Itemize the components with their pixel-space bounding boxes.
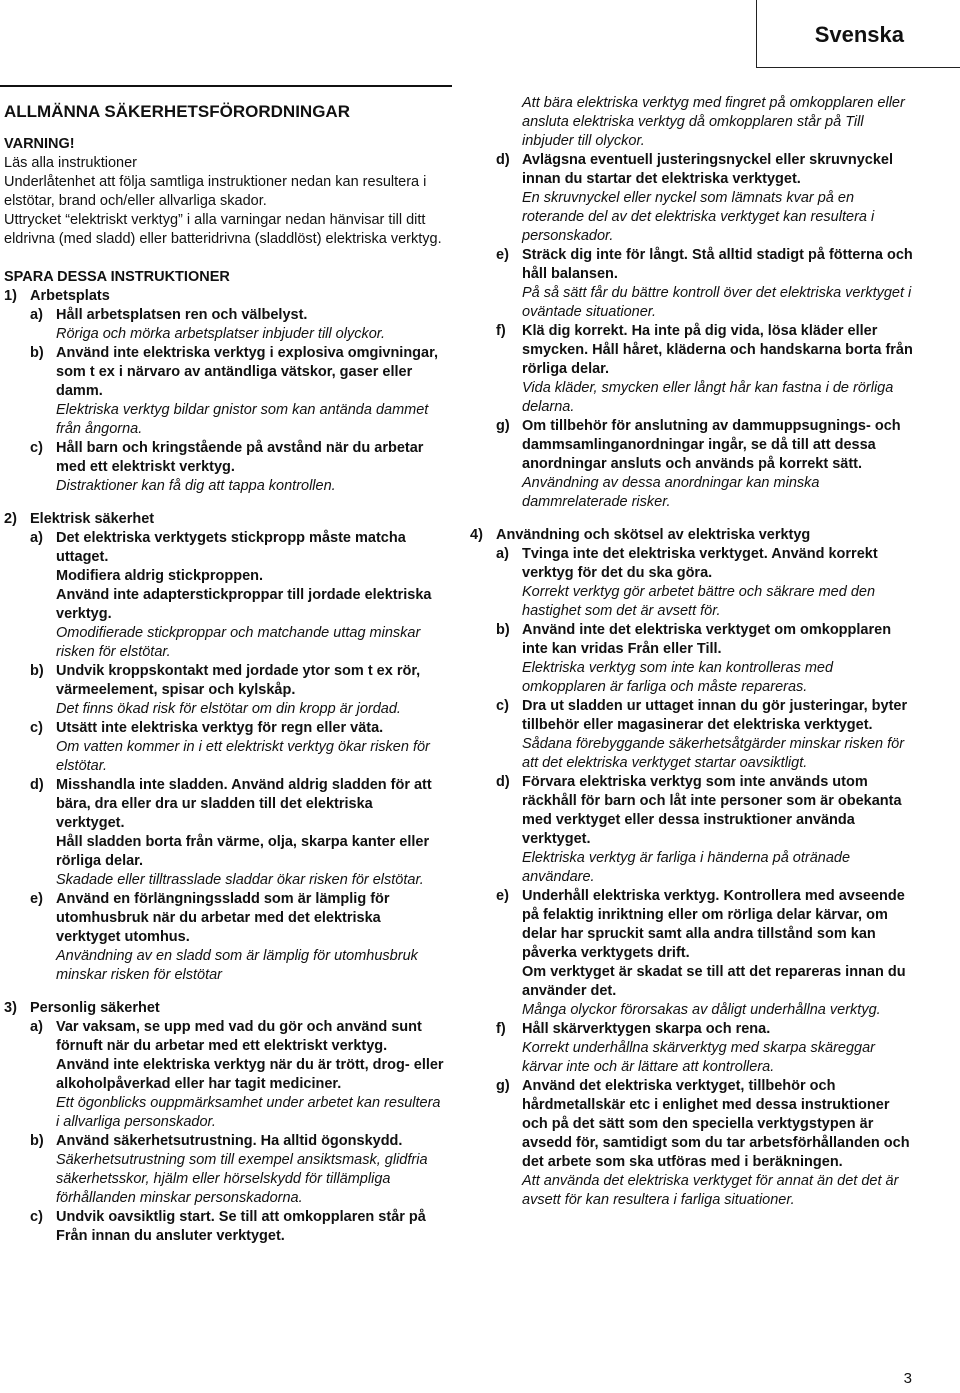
list-item: d) Förvara elektriska verktyg som inte används utom räckhåll för barn och låt inte personer som är obekanta med verktyget eller dessa instruktioner använda verktyget. Elektriska verktyg är farliga i händerna på otränade användare.: [496, 774, 902, 885]
title-rule: [0, 85, 452, 87]
list-item: f) Klä dig korrekt. Ha inte på dig vida, lösa kläder eller smycken. Håll håret, kläderna och handskarna borta från rörliga delar. Vida kläder, smycken eller långt hår kan fastna i de rörliga delarna.: [496, 323, 913, 415]
list-item: a) Det elektriska verktygets stickpropp måste matcha uttaget. Modifiera aldrig stickproppen. Använd inte adapterstickproppar till jordade elektriska verktyg. Omodifierade stickproppar och matchande uttag minskar risken för elstötar.: [30, 530, 432, 660]
list-item: d) Avlägsna eventuell justeringsnyckel eller skruvnyckel innan du startar det elektriska verktyget. En skruvnyckel eller nyckel som lämnats kvar på en roterande del av det elektriska verktyget kan resultera i personskador.: [496, 152, 894, 244]
warning-label: VARNING!: [4, 136, 75, 152]
intro-text: Underlåtenhet att följa samtliga instruktioner nedan kan resultera i elstötar, brand och/eller allvarliga skador.: [4, 174, 427, 209]
section-4-heading: 4) Användning och skötsel av elektriska verktyg: [470, 527, 811, 543]
list-item: a) Var vaksam, se upp med vad du gör och använd sunt förnuft när du arbetar med ett elektriskt verktyg. Använd inte elektriska verktyg när du är trött, drog- eller alkoholpåverkad eller har tagit mediciner. Ett ögonblicks ouppmärksamhet under arbetet kan resultera i allvarliga personskador.: [30, 1019, 444, 1130]
definition-text: Uttrycket “elektriskt verktyg” i alla varningar nedan hänvisar till ditt eldrivna (med sladd) eller batteridrivna (sladdlöst) elektriska verktyg.: [4, 212, 442, 247]
list-item: e) Sträck dig inte för långt. Stå alltid stadigt på fötterna och håll balansen. På så sätt får du bättre kontroll över det elektriska verktyget i oväntade situationer.: [496, 247, 913, 320]
list-item: e) Använd en förlängningssladd som är lämplig för utomhusbruk när du arbetar med det elektriska verktyget utomhus. Användning av en sladd som är lämplig för utomhusbruk minskar risken för elstötar: [30, 891, 418, 983]
right-column: [470, 94, 915, 1210]
list-item: b) Använd inte elektriska verktyg i explosiva omgivningar, som t ex i närvaro av antändliga vätskor, gaser eller damm. Elektriska verktyg bildar gnistor som kan antända dammet från ångorna.: [30, 345, 438, 437]
list-item: e) Underhåll elektriska verktyg. Kontrollera med avseende på felaktig inriktning eller om rörliga delar kärvar, om delar har spruckit samt alla andra tillstånd som kan påverka verktygets drift. Om verktyget är skadat se till att det repareras innan du använder det. Många olyckor förorsakas av dåligt underhållna verktyg.: [496, 888, 906, 1018]
list-item: f) Håll skärverktygen skarpa och rena. Korrekt underhållna skärverktyg med skarpa skäreggar kärvar inte och är lättare att kontrollera.: [496, 1021, 875, 1075]
list-item: c) Undvik oavsiktlig start. Se till att omkopplaren står på Från innan du ansluter verktyget.: [30, 1209, 426, 1244]
section-3-heading: 3) Personlig säkerhet: [4, 1000, 160, 1016]
list-item: a) Håll arbetsplatsen ren och välbelyst. Röriga och mörka arbetsplatser inbjuder till olyckor.: [30, 307, 386, 342]
continued-text: Att bära elektriska verktyg med fingret på omkopplaren eller ansluta elektriska verktyg då omkopplaren står på Till inbjuder till olyckor.: [522, 95, 905, 149]
page-number: 3: [903, 1370, 912, 1387]
list-item: c) Håll barn och kringstående på avstånd när du arbetar med ett elektriskt verktyg. Distraktioner kan få dig att tappa kontrollen.: [30, 440, 424, 494]
language-label: Svenska: [814, 22, 904, 47]
section-1-heading: 1) Arbetsplats: [4, 288, 110, 304]
list-item: a) Tvinga inte det elektriska verktyget. Använd korrekt verktyg för det du ska göra. Korrekt verktyg gör arbetet bättre och säkrare med den hastighet som det är avsett för.: [496, 546, 878, 619]
list-item: g) Använd det elektriska verktyget, tillbehör och hårdmetallskär etc i enlighet med dessa instruktioner och på det sätt som den speciella verktygstypen är avsedd för, samtidigt som du tar arbetsförhållanden och det arbete som ska utföras med i beräkningen. Att använda det elektriska verktyget för annat än det det är avsett för kan resultera i farliga situationer.: [496, 1078, 910, 1208]
list-item: c) Utsätt inte elektriska verktyg för regn eller väta. Om vatten kommer in i ett elektriskt verktyg ökar risken för elstötar.: [30, 720, 430, 774]
read-all-label: Läs alla instruktioner: [4, 155, 137, 171]
language-tab: [756, 0, 960, 68]
section-2-heading: 2) Elektrisk säkerhet: [4, 511, 155, 527]
list-item: b) Använd inte det elektriska verktyget om omkopplaren inte kan vridas Från eller Till. Elektriska verktyg som inte kan kontrolleras med omkopplaren är farliga och måste repareras.: [496, 622, 892, 695]
list-item: g) Om tillbehör för anslutning av dammuppsugnings- och dammsamlinganordningar ingår, se då till att dessa anordningar ansluts och används på korrekt sätt. Användning av dessa anordningar kan minska dammrelaterade risker.: [496, 418, 901, 510]
left-column: [4, 94, 444, 1246]
list-item: b) Använd säkerhetsutrustning. Ha alltid ögonskydd. Säkerhetsutrustning som till exempel ansiktsmask, glidfria säkerhetsskor, hjälm eller hörselskydd för tillämpliga förhållanden minskar personskadorna.: [30, 1133, 428, 1206]
save-instructions: SPARA DESSA INSTRUKTIONER: [4, 269, 230, 285]
list-item: c) Dra ut sladden ur uttaget innan du gör justeringar, byter tillbehör eller magasinerar det elektriska verktyget. Sådana förebyggande säkerhetsåtgärder minskar risken för att det elektriska verktyget startar oavsiktligt.: [496, 698, 908, 771]
page-title: ALLMÄNNA SÄKERHETSFÖRORDNINGAR: [4, 102, 350, 121]
list-item: b) Undvik kroppskontakt med jordade ytor som t ex rör, värmeelement, spisar och kylskåp. Det finns ökad risk för elstötar om din kropp är jordad.: [30, 663, 421, 717]
list-item: d) Misshandla inte sladden. Använd aldrig sladden för att bära, dra eller dra ur sladden till det elektriska verktyget. Håll sladden borta från värme, olja, skarpa kanter eller rörliga delar. Skadade eller tilltrasslade sladdar ökar risken för elstötar.: [30, 777, 432, 888]
